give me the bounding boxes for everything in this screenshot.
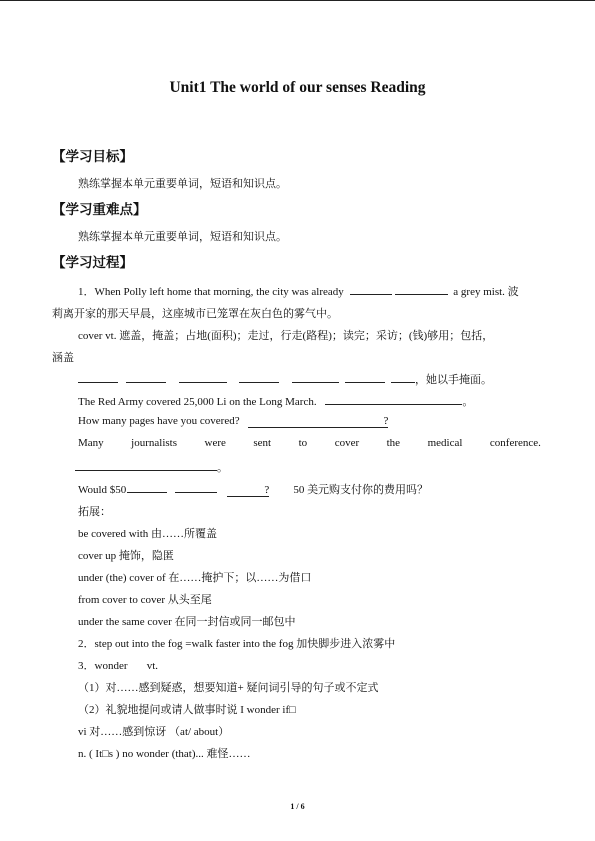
- phrase-item: under the same cover 在同一封信或同一邮包中: [78, 616, 296, 628]
- would-line: [78, 481, 428, 497]
- blank: [175, 483, 217, 493]
- blank: [345, 373, 385, 383]
- blank: [395, 285, 448, 295]
- pages-end: ?: [383, 415, 389, 427]
- item1-line1: [78, 283, 519, 299]
- word: medical: [427, 437, 463, 449]
- blank-row-suffix: ，她以手掩面。: [415, 374, 492, 386]
- pages-blank: [248, 415, 388, 428]
- phrase-item: cover up 掩饰，隐匿: [78, 550, 174, 562]
- blank: [391, 373, 415, 383]
- heading-objectives: 【学习目标】: [52, 149, 133, 165]
- page-title: Unit1 The world of our senses Reading: [169, 79, 426, 96]
- blank: [350, 285, 392, 295]
- word: Many: [78, 437, 104, 449]
- word: journalists: [131, 437, 178, 449]
- wonder-line: （1）对……感到疑惑，想要知道+ 疑问词引导的句子或不定式: [78, 682, 379, 694]
- blank: [179, 373, 227, 383]
- word: were: [204, 437, 226, 449]
- journalists-blank-line: [75, 459, 228, 475]
- cover-definition: cover vt. 遮盖，掩盖；占地(面积)；走过，行走(路程)；读完；采访；(钱)够用；包括，: [78, 330, 494, 342]
- blank: [75, 461, 217, 471]
- red-army-line: [78, 393, 473, 409]
- item2: 2．step out into the fog =walk faster into the fog 加快脚步进入浓雾中: [78, 638, 396, 650]
- would-blank: [227, 484, 269, 497]
- heading-difficulties: 【学习重难点】: [52, 202, 147, 218]
- blank: [292, 373, 339, 383]
- blank: [126, 373, 166, 383]
- objectives-text: 熟练掌握本单元重要单词，短语和知识点。: [78, 178, 287, 190]
- item3: 3．wonder vt.: [78, 660, 159, 672]
- blank: [127, 483, 167, 493]
- blank-row: [78, 371, 492, 387]
- difficulties-text: 熟练掌握本单元重要单词，短语和知识点。: [78, 231, 287, 243]
- phrase-item: under (the) cover of 在……掩护下；以……为借口: [78, 572, 312, 584]
- pages-text: How many pages have you covered?: [78, 415, 240, 427]
- word: to: [298, 437, 308, 449]
- red-army-text: The Red Army covered 25,000 Li on the Long March.: [78, 396, 317, 408]
- cover-definition-cont: 涵盖: [52, 352, 74, 364]
- item1-line1-post: a grey mist. 波: [453, 286, 519, 298]
- expand-label: 拓展：: [78, 506, 111, 518]
- phrase-item: from cover to cover 从头至尾: [78, 594, 212, 606]
- blank: [78, 373, 118, 383]
- top-rule: [0, 0, 595, 1]
- item1-line1-pre: 1．When Polly left home that morning, the city was already: [78, 286, 344, 298]
- page-number: 1 / 6: [290, 802, 305, 811]
- word: cover: [334, 437, 360, 449]
- pages-line: [78, 415, 388, 428]
- word: sent: [253, 437, 272, 449]
- word: the: [386, 437, 401, 449]
- wonder-line: vi 对……感到惊讶 （at/ about）: [78, 726, 230, 738]
- would-cn: 50 美元购支付你的费用吗？: [293, 484, 429, 496]
- would-q: ?: [264, 484, 270, 496]
- journalists-end: 。: [217, 462, 228, 474]
- wonder-line: （2）礼貌地提问或请人做事时说 I wonder if□: [78, 704, 296, 716]
- phrase-item: be covered with 由……所覆盖: [78, 528, 217, 540]
- item1-line2: 莉离开家的那天早晨，这座城市已笼罩在灰白色的雾气中。: [52, 308, 338, 320]
- red-army-end: 。: [462, 396, 474, 408]
- word: conference.: [489, 437, 541, 449]
- journalists-line: [78, 437, 541, 449]
- blank: [325, 395, 462, 405]
- heading-process: 【学习过程】: [52, 255, 133, 271]
- would-pre: Would $50: [78, 484, 127, 496]
- wonder-line: n. ( It□s ) no wonder (that)... 难怪……: [78, 748, 251, 760]
- blank: [239, 373, 279, 383]
